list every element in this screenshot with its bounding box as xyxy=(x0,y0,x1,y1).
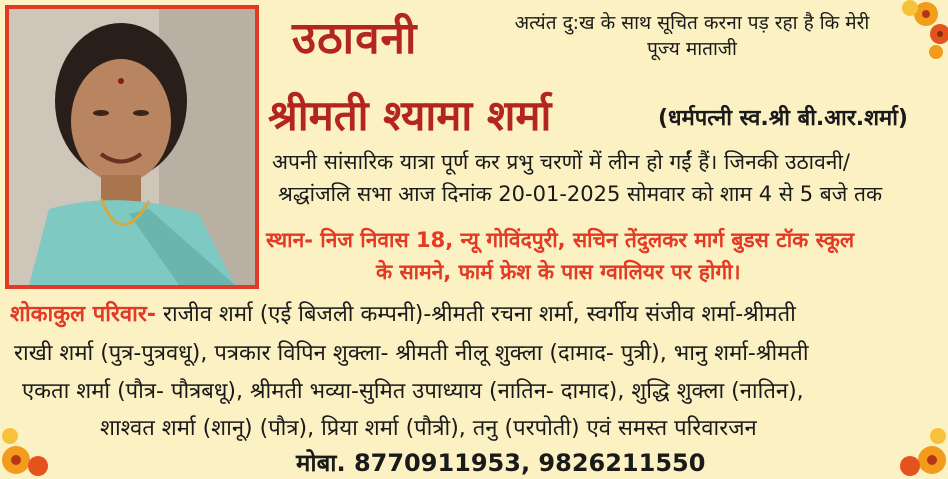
message-line-1: अपनी सांसारिक यात्रा पूर्ण कर प्रभु चरणों में लीन हो गईं हैं। जिनकी उठावनी/ xyxy=(272,150,850,174)
family-line-4: शाश्वत शर्मा (शानू) (पौत्र), प्रिया शर्मा (पौत्री), तनु (परपोती) एवं समस्त परिवारजन xyxy=(100,416,757,441)
family-label: शोकाकुल परिवार- xyxy=(10,302,156,327)
family-line-1 xyxy=(10,298,796,328)
deceased-relation: (धर्मपत्नी स्व.श्री बी.आर.शर्मा) xyxy=(658,106,908,131)
contact-mobile: मोबा. 8770911953, 9826211550 xyxy=(296,449,706,477)
family-line-3: एकता शर्मा (पौत्र- पौत्रबधू), श्रीमती भव्या-सुमित उपाध्याय (नातिन- दामाद), शुद्धि शुक्ला (नातिन), xyxy=(22,379,804,404)
marigold-flowers-icon xyxy=(0,414,62,476)
portrait-illustration xyxy=(9,9,255,285)
family-line-2: राखी शर्मा (पुत्र-पुत्रवधू), पत्रकार विपिन शुक्ला- श्रीमती नीलू शुक्ला (दामाद- पुत्री), भानु शर्मा-श्रीमती xyxy=(14,341,809,366)
family-text-1: राजीव शर्मा (एई बिजली कम्पनी)-श्रीमती रचना शर्मा, स्वर्गीय संजीव शर्मा-श्रीमती xyxy=(155,302,796,327)
venue-line-2: के सामने, फार्म फ्रेश के पास ग्वालियर पर होगी। xyxy=(376,260,741,284)
message-line-2: श्रद्धांजलि सभा आज दिनांक 20-01-2025 सोमवार को शाम 4 से 5 बजे तक xyxy=(278,182,883,206)
deceased-name: श्रीमती श्यामा शर्मा xyxy=(268,91,552,140)
intro-text: अत्यंत दु:ख के साथ सूचित करना पड़ रहा है कि मेरी पूज्य माताजी xyxy=(514,12,870,60)
venue-line-1: स्थान- निज निवास 18, न्यू गोविंदपुरी, सचिन तेंदुलकर मार्ग बुडस टॉक स्कूल xyxy=(266,228,855,252)
notice-title: उठावनी xyxy=(292,13,418,64)
marigold-flowers-icon xyxy=(886,0,948,62)
marigold-flowers-icon xyxy=(886,414,948,476)
portrait-photo xyxy=(5,5,259,289)
